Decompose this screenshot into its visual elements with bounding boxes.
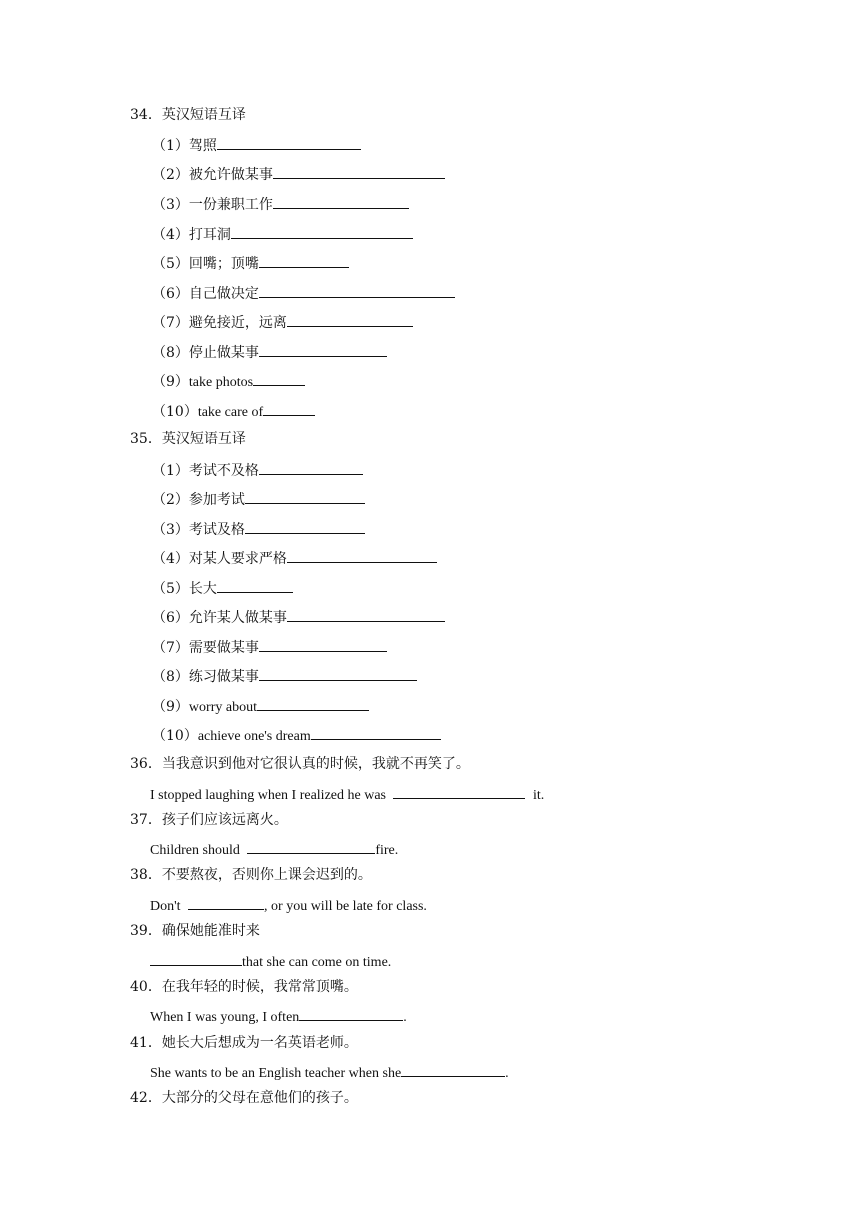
question-chinese: 孩子们应该远离火。 [161,812,288,828]
sentence-after: , or you will be late for class. [264,899,427,914]
item-label: （3） [152,522,189,538]
q35-item-9 [152,696,369,717]
sentence-after: fire. [375,843,399,858]
item-text: 考试不及格 [188,463,259,479]
question-number: 42． [130,1090,162,1106]
answer-blank[interactable] [287,548,437,563]
sentence-after: that she can come on time. [242,955,392,970]
item-label: （9） [152,374,189,390]
question-title: 英汉短语互译 [161,431,246,447]
answer-blank[interactable] [188,895,264,910]
item-label: （1） [152,463,189,479]
answer-blank[interactable] [263,401,315,416]
sentence-after: . [403,1010,407,1025]
item-label: （8） [152,345,189,361]
sentence-before: Don't [150,899,185,914]
item-text: worry about [188,700,257,715]
answer-blank[interactable] [273,164,445,179]
question-40-heading [130,978,358,996]
question-chinese: 当我意识到他对它很认真的时候，我就不再笑了。 [161,756,470,772]
q35-item-5 [152,578,293,598]
item-label: （2） [152,492,189,508]
sentence-before: I stopped laughing when I realized he was [150,788,390,803]
answer-blank[interactable] [259,460,363,475]
answer-blank[interactable] [273,194,409,209]
sentence-before: Children should [150,843,244,858]
question-number: 35． [130,431,162,447]
answer-blank[interactable] [259,283,455,298]
item-text: 驾照 [188,138,217,154]
question-chinese: 确保她能准时来 [161,923,260,939]
item-text: 打耳洞 [188,227,231,243]
item-label: （6） [152,286,189,302]
answer-blank[interactable] [259,253,349,268]
sentence-after: it. [529,788,545,803]
question-number: 41． [130,1035,162,1051]
item-label: （10） [152,404,198,420]
answer-blank[interactable] [259,637,387,652]
item-label: （10） [152,728,198,744]
q40-sentence [150,1006,407,1027]
question-38-heading [130,866,372,884]
item-label: （6） [152,610,189,626]
q34-item-1 [152,135,361,155]
item-label: （1） [152,138,189,154]
item-label: （3） [152,197,189,213]
q35-item-8 [152,666,417,686]
item-text: 被允许做某事 [188,167,273,183]
question-number: 34． [130,107,162,123]
q37-sentence [150,839,398,860]
answer-blank[interactable] [245,489,365,504]
q41-sentence [150,1062,509,1083]
answer-blank[interactable] [247,839,375,854]
q34-item-8 [152,342,387,362]
item-label: （7） [152,315,189,331]
item-text: take care of [197,405,264,420]
answer-blank[interactable] [299,1006,403,1021]
answer-blank[interactable] [259,666,417,681]
question-39-heading [130,922,260,940]
question-number: 37． [130,812,162,828]
question-number: 39． [130,923,162,939]
q34-item-7 [152,312,413,332]
sentence-before: When I was young, I often [150,1010,300,1025]
q34-item-4 [152,224,413,244]
item-label: （8） [152,669,189,685]
item-text: 避免接近，远离 [188,315,287,331]
answer-blank[interactable] [245,519,365,534]
q35-item-6 [152,607,445,627]
sentence-before: She wants to be an English teacher when she [150,1066,402,1081]
question-title: 英汉短语互译 [161,107,246,123]
answer-blank[interactable] [217,135,361,150]
item-text: 自己做决定 [188,286,259,302]
q34-item-6 [152,283,455,303]
answer-blank[interactable] [311,725,441,740]
q34-item-3 [152,194,409,214]
q34-item-10 [152,401,315,422]
q38-sentence [150,895,427,916]
answer-blank[interactable] [217,578,293,593]
question-chinese: 她长大后想成为一名英语老师。 [161,1035,358,1051]
q34-item-5 [152,253,349,273]
answer-blank[interactable] [150,951,242,966]
q34-item-9 [152,371,305,392]
item-text: 一份兼职工作 [188,197,273,213]
item-label: （5） [152,256,189,272]
question-number: 38． [130,867,162,883]
question-number: 40． [130,979,162,995]
item-text: 练习做某事 [188,669,259,685]
q35-item-2 [152,489,365,509]
item-text: take photos [188,375,254,390]
question-number: 36． [130,756,162,772]
q35-item-3 [152,519,365,539]
item-text: achieve one's dream [197,729,311,744]
item-label: （5） [152,581,189,597]
item-text: 需要做某事 [188,640,259,656]
item-label: （9） [152,699,189,715]
question-chinese: 不要熬夜，否则你上课会迟到的。 [161,867,372,883]
answer-blank[interactable] [253,371,305,386]
q35-item-7 [152,637,387,657]
answer-blank[interactable] [401,1062,505,1077]
item-text: 允许某人做某事 [188,610,287,626]
item-text: 停止做某事 [188,345,259,361]
q36-sentence [150,784,544,805]
item-text: 长大 [188,581,217,597]
question-36-heading [130,755,470,773]
q35-item-10 [152,725,441,746]
question-41-heading [130,1034,358,1052]
q35-item-4 [152,548,437,568]
answer-blank[interactable] [259,342,387,357]
answer-blank[interactable] [393,784,525,799]
answer-blank[interactable] [257,696,369,711]
q35-item-1 [152,460,363,480]
answer-blank[interactable] [231,224,413,239]
item-label: （4） [152,551,189,567]
q39-sentence [150,951,391,972]
q34-item-2 [152,164,445,184]
question-chinese: 大部分的父母在意他们的孩子。 [161,1090,358,1106]
question-42-heading [130,1089,358,1107]
question-37-heading [130,811,288,829]
item-text: 回嘴；顶嘴 [188,256,259,272]
item-text: 考试及格 [188,522,245,538]
item-text: 参加考试 [188,492,245,508]
item-label: （7） [152,640,189,656]
answer-blank[interactable] [287,312,413,327]
answer-blank[interactable] [287,607,445,622]
question-34-heading [130,106,246,124]
item-label: （4） [152,227,189,243]
item-text: 对某人要求严格 [188,551,287,567]
item-label: （2） [152,167,189,183]
question-chinese: 在我年轻的时候，我常常顶嘴。 [161,979,358,995]
sentence-after: . [505,1066,509,1081]
question-35-heading [130,430,246,448]
